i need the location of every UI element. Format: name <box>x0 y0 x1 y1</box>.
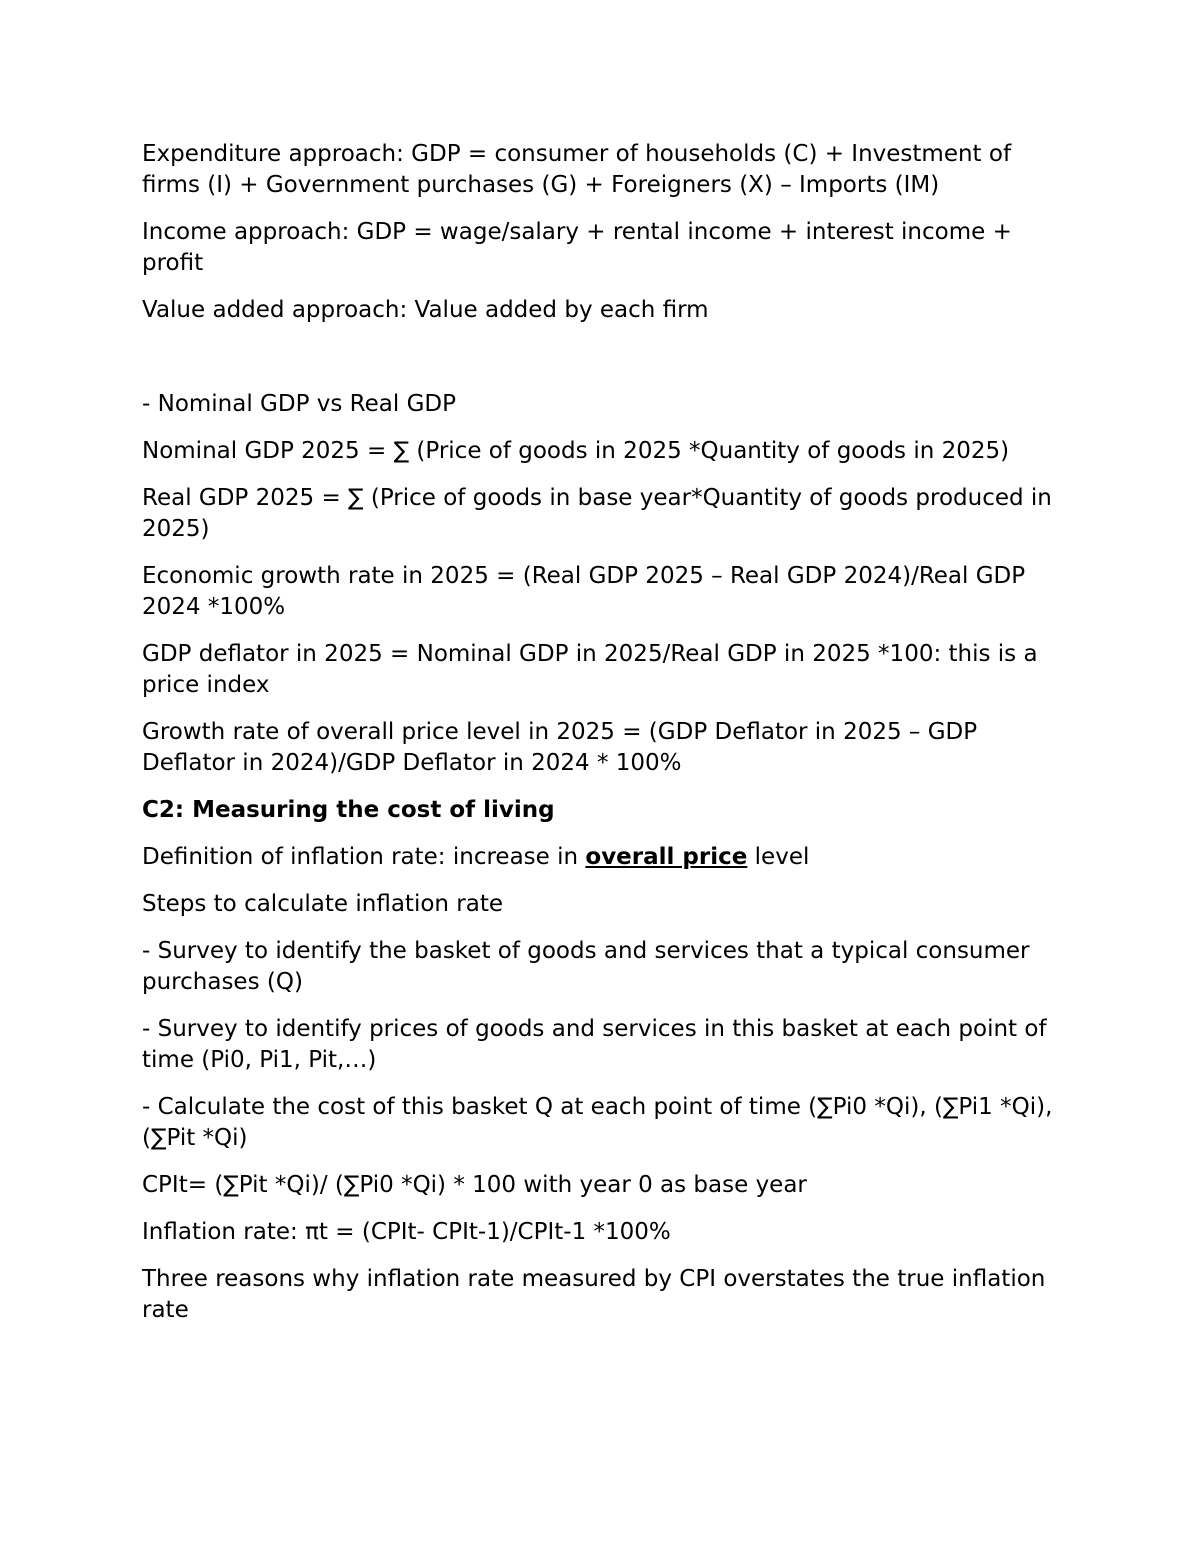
nominal-vs-real-gdp-paragraph: - Nominal GDP vs Real GDP <box>142 391 456 417</box>
inflation-definition-paragraph <box>142 842 1072 873</box>
inflation-rate-formula: Inflation rate: πt = (CPIt- CPIt-1)/CPIt-1 *100% <box>142 1219 671 1245</box>
gdp-deflator-formula: GDP deflator in 2025 = Nominal GDP in 2025/Real GDP in 2025 *100: this is a price index <box>142 641 1038 698</box>
inflation-definition-tail: level <box>747 844 810 870</box>
economic-growth-rate-formula: Economic growth rate in 2025 = (Real GDP 2025 – Real GDP 2024)/Real GDP 2024 *100% <box>142 563 1026 620</box>
value-added-approach-paragraph: Value added approach: Value added by each firm <box>142 297 709 323</box>
cpi-overstatement-paragraph: Three reasons why inflation rate measured by CPI overstates the true inflation rate <box>142 1266 1046 1323</box>
income-approach-paragraph: Income approach: GDP = wage/salary + rental income + interest income + profit <box>142 219 1012 276</box>
inflation-definition-text: Definition of inflation rate: increase in <box>142 844 586 870</box>
steps-intro-paragraph: Steps to calculate inflation rate <box>142 891 504 917</box>
cpi-formula: CPIt= (∑Pit *Qi)/ (∑Pi0 *Qi) * 100 with year 0 as base year <box>142 1172 807 1198</box>
real-gdp-formula: Real GDP 2025 = ∑ (Price of goods in base year*Quantity of goods produced in 2025) <box>142 485 1052 542</box>
section-heading-c2: C2: Measuring the cost of living <box>142 797 555 823</box>
blank-line <box>142 342 1072 389</box>
document-page <box>142 139 1072 1342</box>
expenditure-approach-paragraph: Expenditure approach: GDP = consumer of households (C) + Investment of firms (I) + Government purchases (G) + Foreigners (X) – Imports (IM) <box>142 141 1012 198</box>
step-basket-cost: - Calculate the cost of this basket Q at each point of time (∑Pi0 *Qi), (∑Pi1 *Qi), (∑Pit *Qi) <box>142 1094 1053 1151</box>
step-basket-survey: - Survey to identify the basket of goods and services that a typical consumer purchases (Q) <box>142 938 1030 995</box>
step-price-survey: - Survey to identify prices of goods and services in this basket at each point of time (Pi0, Pi1, Pit,…) <box>142 1016 1047 1073</box>
price-level-growth-formula: Growth rate of overall price level in 2025 = (GDP Deflator in 2025 – GDP Deflator in 2024)/GDP Deflator in 2024 * 100% <box>142 719 978 776</box>
overall-price-emphasis: overall price <box>585 844 748 870</box>
nominal-gdp-formula: Nominal GDP 2025 = ∑ (Price of goods in 2025 *Quantity of goods in 2025) <box>142 438 1010 464</box>
